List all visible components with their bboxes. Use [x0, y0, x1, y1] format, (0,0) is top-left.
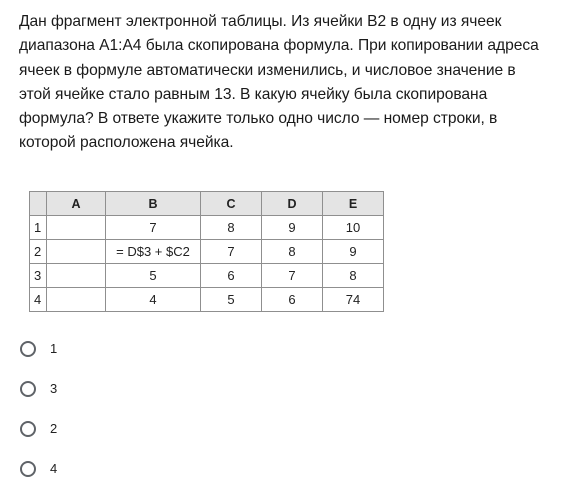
radio-button[interactable]	[20, 421, 36, 437]
question-line: этой ячейке стало равным 13. В какую ячейку была скопирована	[19, 85, 488, 103]
cell-d1: 9	[262, 216, 323, 240]
cell-d3: 7	[262, 264, 323, 288]
cell-e3: 8	[323, 264, 384, 288]
answer-option-label[interactable]: 1	[50, 340, 58, 356]
cell-a4	[47, 288, 106, 312]
answer-option-label[interactable]: 3	[50, 380, 58, 396]
cell-b3: 5	[106, 264, 201, 288]
question-line: Дан фрагмент электронной таблицы. Из ячейки B2 в одну из ячеек	[19, 13, 502, 30]
cell-e4: 74	[323, 288, 384, 312]
table-row	[30, 264, 384, 288]
spreadsheet-table	[29, 191, 384, 312]
column-header-e: E	[323, 192, 384, 216]
table-row	[30, 216, 384, 240]
answer-option[interactable]	[20, 453, 57, 493]
corner-cell	[30, 192, 47, 216]
column-header-c: C	[201, 192, 262, 216]
question-line: которой расположена ячейка.	[19, 134, 234, 152]
cell-d4: 6	[262, 288, 323, 312]
header-row	[30, 192, 384, 216]
answer-option[interactable]	[20, 333, 57, 373]
answer-option[interactable]	[20, 373, 57, 413]
answer-option-label[interactable]: 2	[50, 420, 58, 436]
cell-a3	[47, 264, 106, 288]
cell-e2: 9	[323, 240, 384, 264]
question-line: ячеек в формуле автоматически изменились, и числовое значение в	[19, 61, 516, 79]
column-header-d: D	[262, 192, 323, 216]
cell-c3: 6	[201, 264, 262, 288]
column-header-b: B	[106, 192, 201, 216]
row-number: 4	[30, 288, 47, 312]
answer-options	[20, 333, 57, 493]
row-number: 1	[30, 216, 47, 240]
column-header-a: A	[47, 192, 106, 216]
row-number: 3	[30, 264, 47, 288]
radio-button[interactable]	[20, 461, 36, 477]
question-line: диапазона A1:A4 была скопирована формула. При копировании адреса	[19, 37, 539, 55]
cell-a1	[47, 216, 106, 240]
table-row	[30, 288, 384, 312]
radio-button[interactable]	[20, 341, 36, 357]
answer-option[interactable]	[20, 413, 57, 453]
cell-b4: 4	[106, 288, 201, 312]
table-row	[30, 240, 384, 264]
cell-a2	[47, 240, 106, 264]
cell-c1: 8	[201, 216, 262, 240]
question-text	[19, 10, 559, 156]
cell-b2: = D$3 + $C2	[106, 240, 201, 264]
cell-b1: 7	[106, 216, 201, 240]
cell-c4: 5	[201, 288, 262, 312]
cell-c2: 7	[201, 240, 262, 264]
cell-e1: 10	[323, 216, 384, 240]
question-line: формула? В ответе укажите только одно число — номер строки, в	[19, 110, 498, 128]
row-number: 2	[30, 240, 47, 264]
cell-d2: 8	[262, 240, 323, 264]
radio-button[interactable]	[20, 381, 36, 397]
answer-option-label[interactable]: 4	[50, 460, 58, 476]
